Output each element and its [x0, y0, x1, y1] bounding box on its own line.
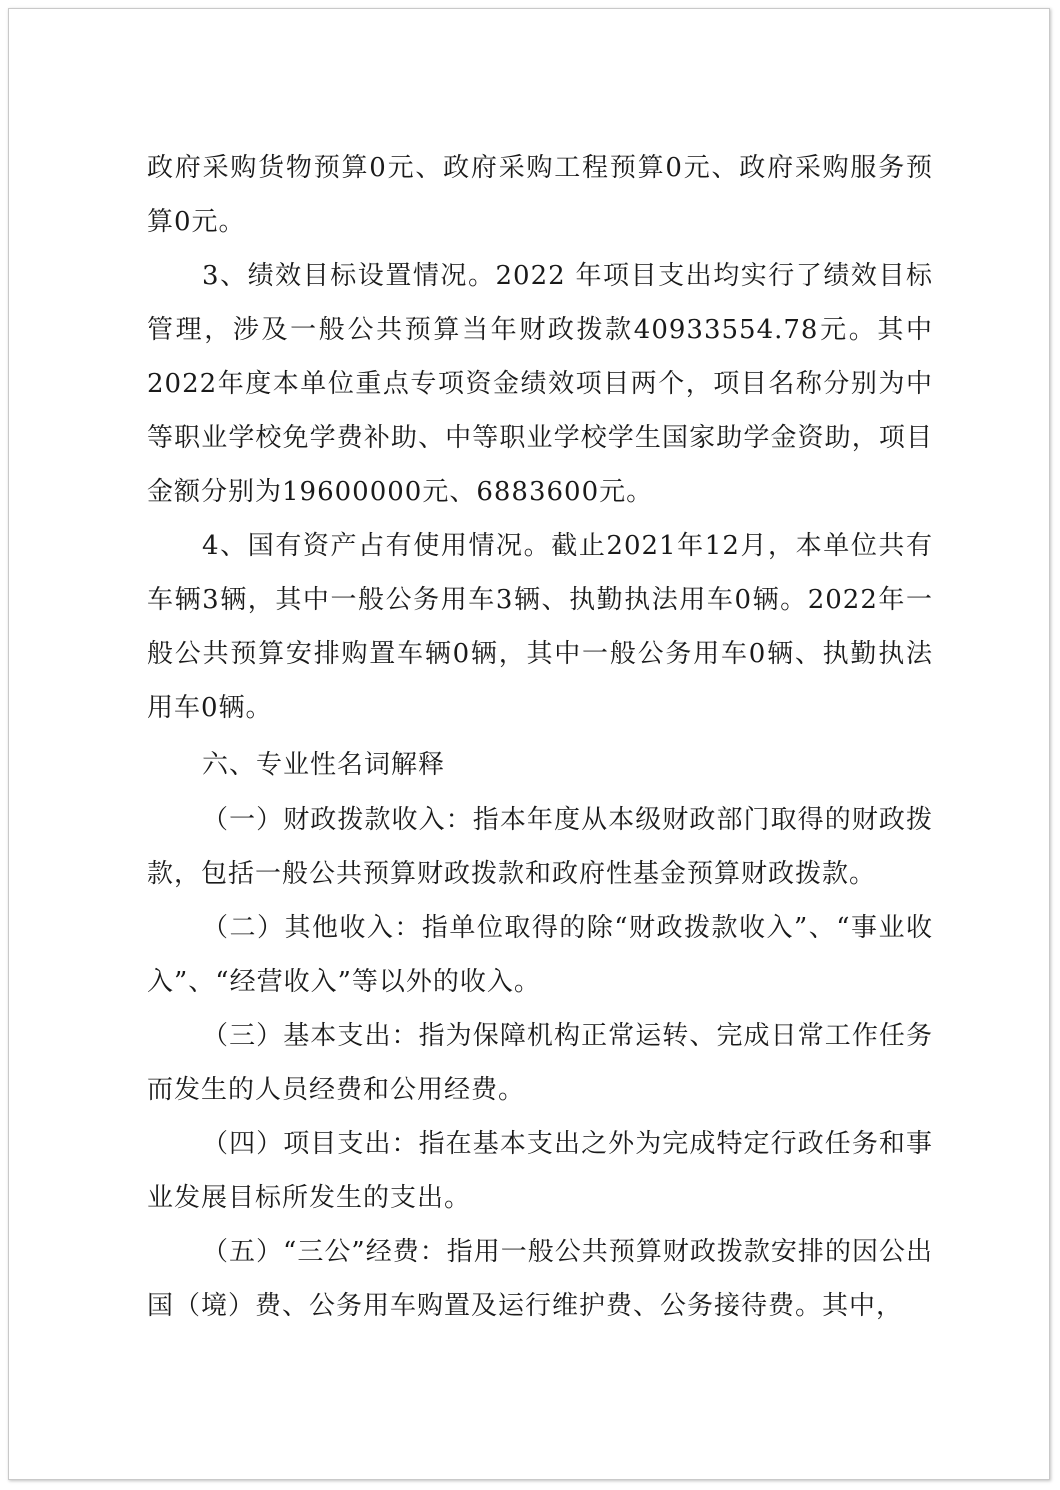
paragraph-state-assets: 4、国有资产占有使用情况。截止2021年12月，本单位共有车辆3辆，其中一般公务用车3辆、执勤执法用车0辆。2022年一般公共预算安排购置车辆0辆，其中一般公务用车0辆、执勤执法用车0辆。 — [147, 531, 933, 723]
definition-basic-expenditure: （三）基本支出：指为保障机构正常运转、完成日常工作任务而发生的人员经费和公用经费。 — [147, 1021, 933, 1105]
definition-fiscal-appropriation-income: （一）财政拨款收入：指本年度从本级财政部门取得的财政拨款，包括一般公共预算财政拨款和政府性基金预算财政拨款。 — [147, 805, 933, 889]
document-body — [147, 141, 933, 1333]
definition-three-public-expenses: （五）“三公”经费：指用一般公共预算财政拨款安排的因公出国（境）费、公务用车购置及运行维护费、公务接待费。其中， — [147, 1237, 933, 1321]
document-page — [8, 8, 1050, 1480]
section-heading: 六、专业性名词解释 — [202, 750, 446, 780]
paragraph-performance-goals: 3、绩效目标设置情况。2022 年项目支出均实行了绩效目标管理，涉及一般公共预算当年财政拨款40933554.78元。其中2022年度本单位重点专项资金绩效项目两个，项目名称分别为中等职业学校免学费补助、中等职业学校学生国家助学金资助，项目金额分别为19600000元、6883600元。 — [147, 261, 933, 507]
definition-project-expenditure: （四）项目支出：指在基本支出之外为完成特定行政任务和事业发展目标所发生的支出。 — [147, 1129, 933, 1213]
paragraph-procurement: 政府采购货物预算0元、政府采购工程预算0元、政府采购服务预算0元。 — [147, 153, 933, 237]
definition-other-income: （二）其他收入：指单位取得的除“财政拨款收入”、“事业收入”、“经营收入”等以外的收入。 — [147, 913, 933, 997]
